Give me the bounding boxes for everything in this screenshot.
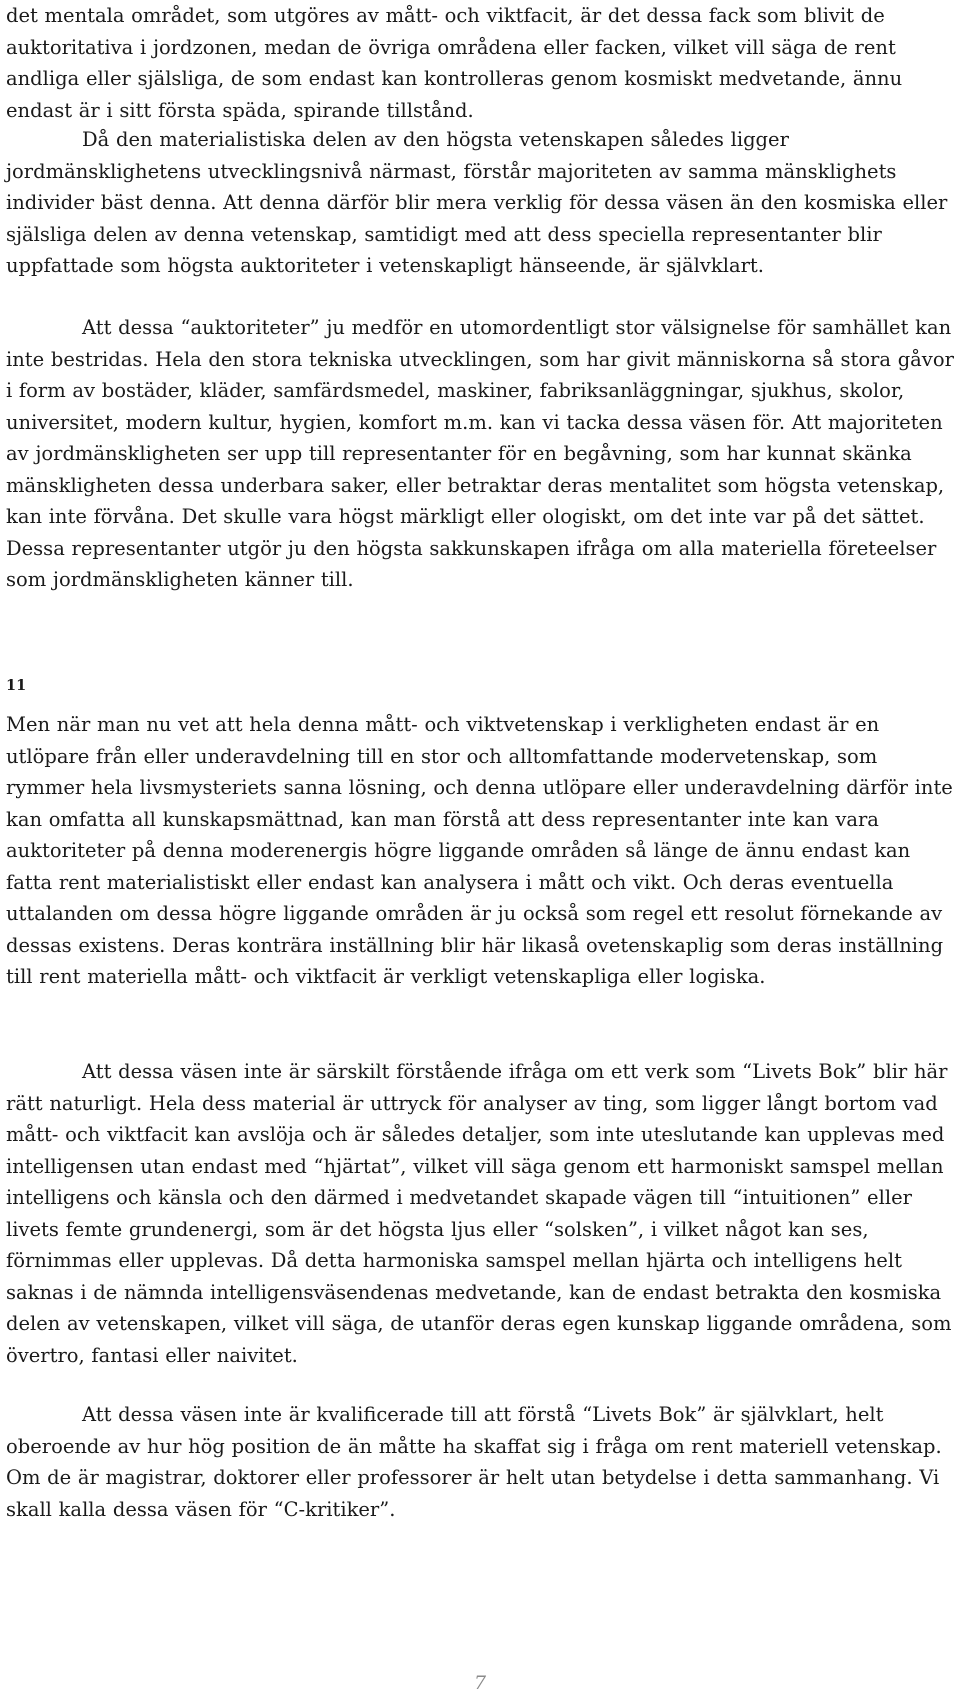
paragraph-1: det mentala området, som utgöres av mått- och viktfacit, är det dessa fack som blivit de auktoritativa i jordzonen, medan de övriga områdena eller facken, vilket vill säga de rent andliga eller själsliga, de som endast kan kontrolleras genom kosmiskt medvetande, ännu endast är i sitt första späda, spirande tillstånd.: [6, 4, 903, 122]
paragraph-3: Att dessa “auktoriteter” ju medför en utomordentligt stor välsignelse för samhället kan inte bestridas. Hela den stora tekniska utvecklingen, som har givit människorna så stora gåvor i form av bostäder, kläder, samfärdsmedel, maskiner, fabriksanläggningar, sjukhus, skolor, universitet, modern kultur, hygien, komfort m.m. kan vi tacka dessa väsen för. Att majoriteten av jordmänskligheten ser upp till representanter för en begåvning, som har kunnat skänka mänskligheten dessa underbara saker, eller betraktar deras mentalitet som högsta vetenskap, kan inte förvåna. Det skulle vara högst märkligt eller ologiskt, om det inte var på det sättet. Dessa representanter utgör ju den högsta sakkunskapen ifråga om alla materiella företeelser som jordmänskligheten känner till.: [6, 316, 954, 591]
section-number: 11: [6, 677, 27, 694]
paragraph-6: Att dessa väsen inte är kvalificerade till att förstå “Livets Bok” är självklart, helt oberoende av hur hög position de än måtte ha skaffat sig i fråga om rent materiell vetenskap. Om de är magistrar, doktorer eller professorer är helt utan betydelse i detta sammanhang. Vi skall kalla dessa väsen för “C-kritiker”.: [6, 1403, 942, 1521]
paragraph-4: Men när man nu vet att hela denna mått- och viktvetenskap i verkligheten endast är en utlöpare från eller underavdelning till en stor och alltomfattande modervetenskap, som rymmer hela livsmysteriets sanna lösning, och denna utlöpare eller underavdelning därför inte kan omfatta all kunskapsmättnad, kan man förstå att dess representanter inte kan vara auktoriteter på denna moderenergis högre liggande områden så länge de ännu endast kan fatta rent materialistiskt eller endast kan analysera i mått och vikt. Och deras eventuella uttalanden om dessa högre liggande områden är ju också som regel ett resolut förnekande av dessas existens. Deras konträra inställning blir här likaså ovetenskaplig som deras inställning till rent materiella mått- och viktfacit är verkligt vetenskapliga eller logiska.: [6, 713, 953, 988]
page-number: 7: [473, 1672, 487, 1694]
paragraph-5: Att dessa väsen inte är särskilt förstående ifråga om ett verk som “Livets Bok” blir här rätt naturligt. Hela dess material är uttryck för analyser av ting, som ligger långt bortom vad mått- och viktfacit kan avslöja och är således detaljer, som inte uteslutande kan upplevas med intelligensen utan endast med “hjärtat”, vilket vill säga genom ett harmoniskt samspel mellan intelligens och känsla och den därmed i medvetandet skapade vägen till “intuitionen” eller livets femte grundenergi, som är det högsta ljus eller “solsken”, i vilket något kan ses, förnimmas eller upplevas. Då detta harmoniska samspel mellan hjärta och intelligens helt saknas i de nämnda intelligensväsendenas medvetande, kan de endast betrakta den kosmiska delen av vetenskapen, vilket vill säga, de utanför deras egen kunskap liggande områdena, som övertro, fantasi eller naivitet.: [6, 1060, 952, 1367]
paragraph-2: Då den materialistiska delen av den högsta vetenskapen således ligger jordmänsklighetens utvecklingsnivå närmast, förstår majoriteten av samma mänsklighets individer bäst denna. Att denna därför blir mera verklig för dessa väsen än den kosmiska eller själsliga delen av denna vetenskap, samtidigt med att dess speciella representanter blir uppfattade som högsta auktoriteter i vetenskapligt hänseende, är självklart.: [6, 128, 948, 277]
